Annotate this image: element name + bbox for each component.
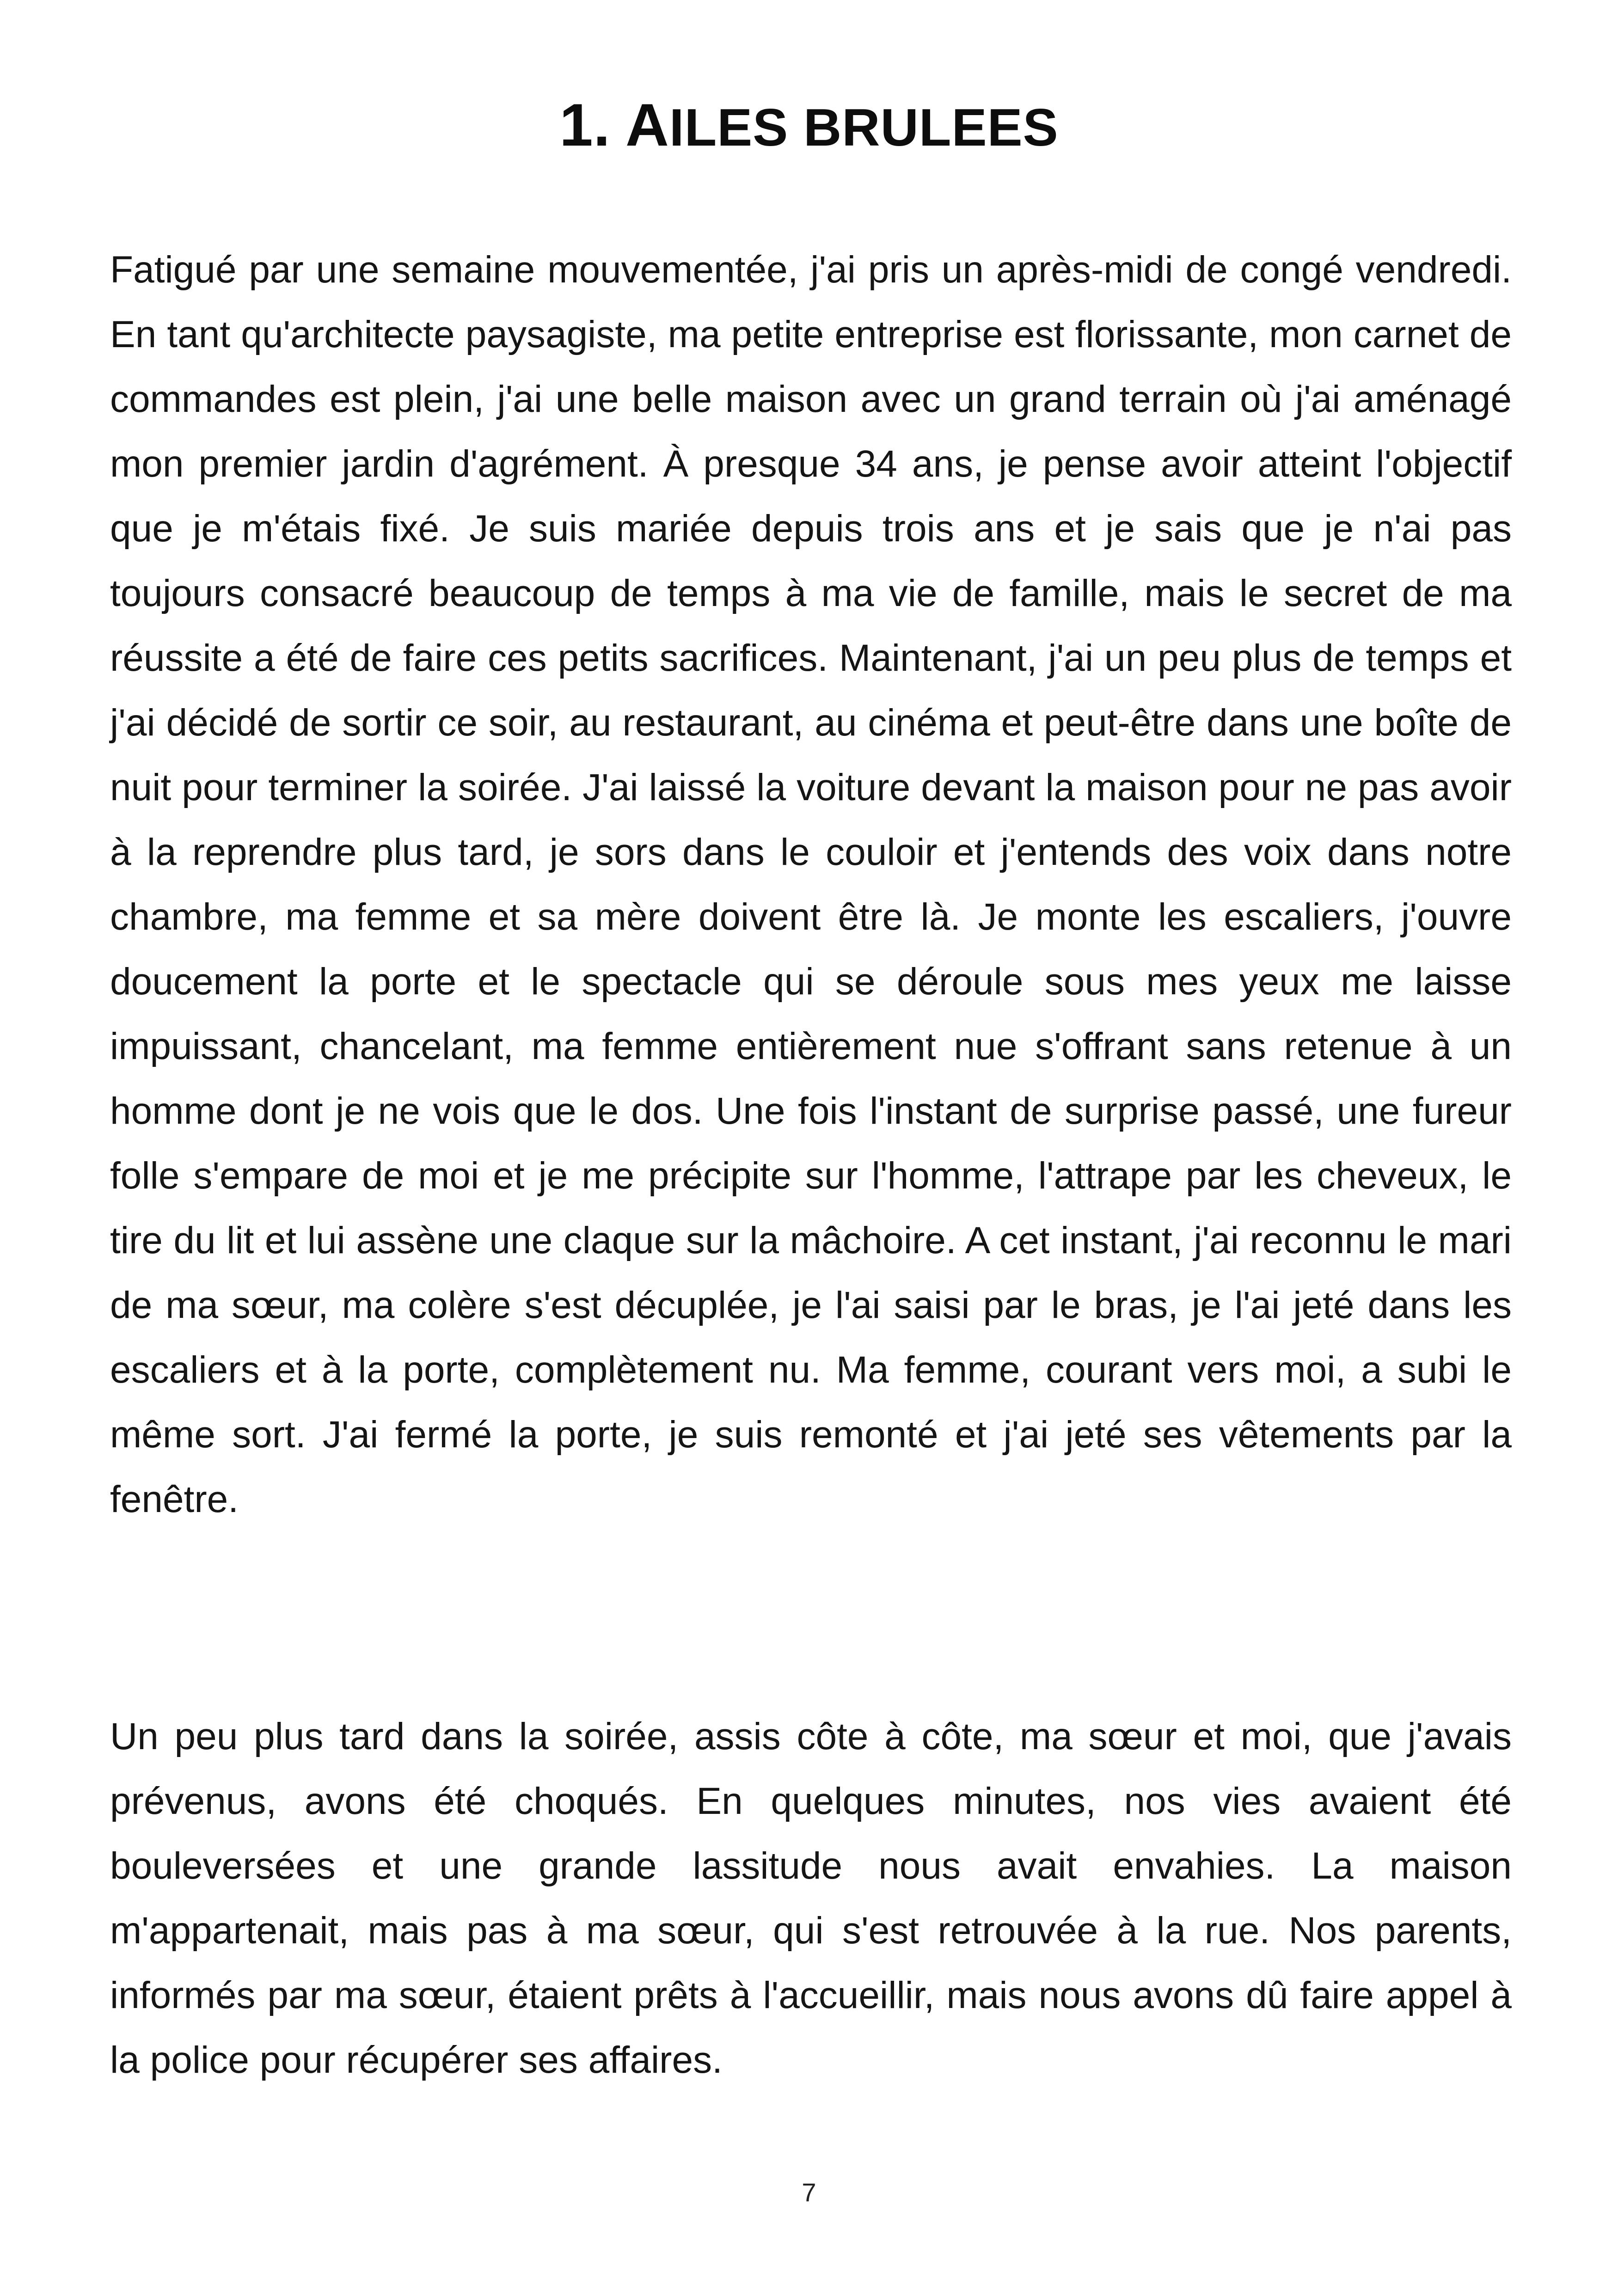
chapter-title-rest: ILES BRULEES [669, 98, 1059, 157]
chapter-title [0, 92, 1618, 160]
chapter-title-prefix: 1. A [559, 91, 669, 159]
page-number: 7 [802, 2178, 816, 2207]
paragraph-1: Fatigué par une semaine mouvementée, j'ai pris un après-midi de congé vendredi. En tant qu'architecte paysagiste, ma petite entreprise est florissante, mon carnet de commandes est plein, j'ai une belle maison avec un grand terrain où j'ai aménagé mon premier jardin d'agrément. À presque 34 ans, je pense avoir atteint l'objectif que je m'étais fixé. Je suis mariée depuis trois ans et je sais que je n'ai pas toujours consacré beaucoup de temps à ma vie de famille, mais le secret de ma réussite a été de faire ces petits sacrifices. Maintenant, j'ai un peu plus de temps et j'ai décidé de sortir ce soir, au restaurant, au cinéma et peut-être dans une boîte de nuit pour terminer la soirée. J'ai laissé la voiture devant la maison pour ne pas avoir à la reprendre plus tard, je sors dans le couloir et j'entends des voix dans notre chambre, ma femme et sa mère doivent être là. Je monte les escaliers, j'ouvre doucement la porte et le spectacle qui se déroule sous mes yeux me laisse impuissant, chancelant, ma femme entièrement nue s'offrant sans retenue à un homme dont je ne vois que le dos. Une fois l'instant de surprise passé, une fureur folle s'empare de moi et je me précipite sur l'homme, l'attrape par les cheveux, le tire du lit et lui assène une claque sur la mâchoire. A cet instant, j'ai reconnu le mari de ma sœur, ma colère s'est décuplée, je l'ai saisi par le bras, je l'ai jeté dans les escaliers et à la porte, complètement nu. Ma femme, courant vers moi, a subi le même sort. J'ai fermé la porte, je suis remonté et j'ai jeté ses vêtements par la fenêtre. [110, 249, 1512, 1520]
paragraph-2: Un peu plus tard dans la soirée, assis côte à côte, ma sœur et moi, que j'avais prévenus, avons été choqués. En quelques minutes, nos vies avaient été bouleversées et une grande lassitude nous avait envahies. La maison m'appartenait, mais pas à ma sœur, qui s'est retrouvée à la rue. Nos parents, informés par ma sœur, étaient prêts à l'accueillir, mais nous avons dû faire appel à la police pour récupérer ses affaires. [110, 1715, 1512, 2081]
